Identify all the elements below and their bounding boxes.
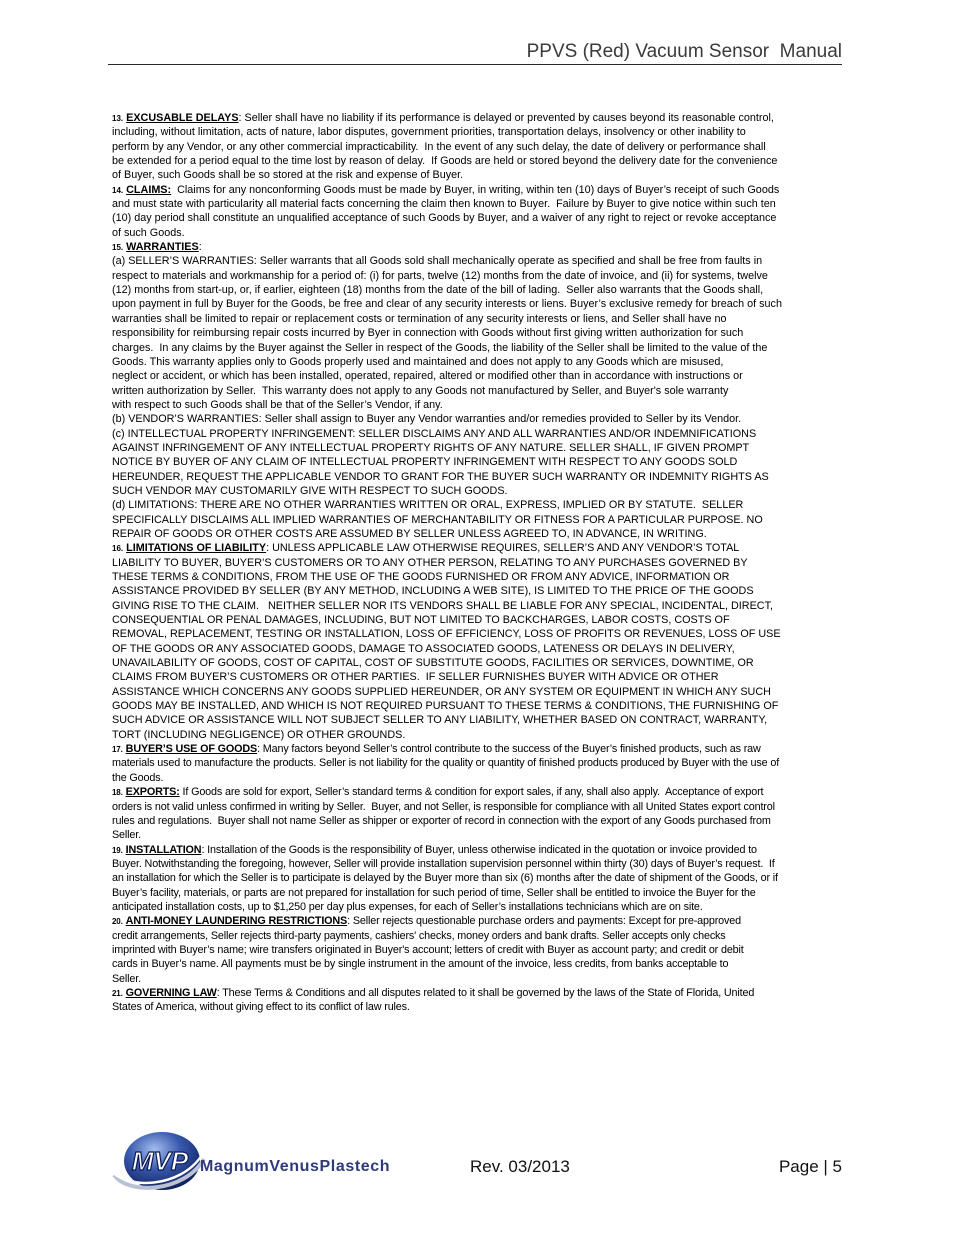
text-line: NOTICE BY BUYER OF ANY CLAIM OF INTELLECTUAL PROPERTY INFRINGEMENT WITH RESPECT TO ANY GOODS SOLD bbox=[112, 456, 738, 469]
section-first-line bbox=[112, 986, 842, 1000]
section-number: 17. bbox=[112, 745, 123, 755]
section-text: : bbox=[198, 241, 202, 254]
text-line: materials used to manufacture the products. Seller is not liability for the quality or quantity of finished products produced by Buyer with the use of bbox=[112, 757, 780, 770]
text-line: REPAIR OF GOODS OR OTHER COSTS ARE ASSUMED BY SELLER UNLESS AGREED TO, IN ADVANCE, IN WRITING. bbox=[112, 527, 707, 540]
section-15-warranties bbox=[112, 240, 842, 541]
section-number: 15. bbox=[112, 243, 124, 253]
section-number: 14. bbox=[112, 185, 124, 195]
text-line: (12) months from start-up, or, if earlier, eighteen (18) months from the date of the bill of lading. Seller also warrants that the Goods shall, bbox=[112, 284, 764, 297]
section-first-line bbox=[112, 785, 842, 799]
text-line: States of America, without giving effect to its conflict of law rules. bbox=[112, 1001, 410, 1014]
section-18-exports bbox=[112, 785, 842, 842]
section-heading: CLAIMS: bbox=[126, 183, 172, 196]
text-line: the Goods. bbox=[112, 771, 164, 784]
section-first-line bbox=[112, 183, 842, 197]
section-17-buyers-use-of-goods bbox=[112, 742, 842, 785]
text-line: credit arrangements, Seller rejects third-party payments, cashiers' checks, money orders and bank drafts. Seller accepts only checks bbox=[112, 929, 726, 942]
text-line: warranties shall be limited to repair or replacement costs or termination of any security interests or liens, and Seller shall have no bbox=[112, 312, 727, 325]
text-line: SUCH ADVICE OR ASSISTANCE WILL NOT SUBJECT SELLER TO ANY LIABILITY, WHETHER BASED ON CONTRACT, WARRANTY, bbox=[112, 714, 768, 727]
text-line: anticipated installation costs, up to $1,250 per day plus expenses, for each of Seller’s installations technicians which are on site. bbox=[112, 900, 703, 913]
text-line: Goods. This warranty applies only to Goods properly used and maintained and does not apply to any Goods which are misused, bbox=[112, 355, 724, 368]
text-line: GOODS MAY BE INSTALLED, AND WHICH IS NOT REQUIRED PURSUANT TO THESE TERMS & CONDITIONS, THE FURNISHING OF bbox=[112, 700, 779, 713]
text-line: and must state with particularity all material facts concerning the claim then known to Buyer. Failure by Buyer to give notice within such ten bbox=[112, 198, 776, 211]
text-line: Seller. bbox=[112, 972, 141, 985]
text-line: an installation for which the Seller is to participate is delayed by the Buyer more than six (6) months after the date of shipment of the Goods, or if bbox=[112, 872, 778, 885]
page-number: Page | 5 bbox=[778, 1157, 842, 1176]
section-first-line bbox=[112, 742, 842, 756]
revision-label: Rev. 03/2013 bbox=[470, 1157, 570, 1176]
header-rule bbox=[108, 64, 842, 65]
text-line: Buyer. Notwithstanding the foregoing, however, Seller will provide installation supervision personnel within thirty (30) days of Buyer’s request. If bbox=[112, 857, 775, 870]
section-heading: EXCUSABLE DELAYS bbox=[126, 112, 239, 124]
section-text: If Goods are sold for export, Seller’s standard terms & condition for export sales, if any, shall also apply. Acceptance of export bbox=[179, 786, 764, 799]
section-heading: INSTALLATION bbox=[125, 843, 202, 856]
section-heading: EXPORTS: bbox=[125, 786, 180, 799]
text-line: perform by any Vendor, or any other commercial impracticability. In the event of any such delay, the date of delivery or performance shall bbox=[112, 140, 766, 153]
section-number: 18. bbox=[112, 788, 123, 798]
section-number: 13. bbox=[112, 114, 124, 123]
section-text: : Many factors beyond Seller’s control contribute to the success of the Buyer’s finished products, such as raw bbox=[257, 743, 761, 756]
text-line: ASSISTANCE WHICH CONCERNS ANY GOODS SUPPLIED HEREUNDER, OR ANY SYSTEM OR EQUIPMENT IN WHICH ANY SUCH bbox=[112, 685, 771, 698]
text-line: Seller. bbox=[112, 829, 141, 842]
text-line: CONSEQUENTIAL OR PENAL DAMAGES, INCLUDING, BUT NOT LIMITED TO BACKCHARGES, LABOR COSTS, COSTS OF bbox=[112, 614, 730, 627]
text-line: REMOVAL, REPLACEMENT, TESTING OR INSTALLATION, LOSS OF EFFICIENCY, LOSS OF PROFITS OR REVENUES, LOSS OF USE bbox=[112, 628, 781, 641]
section-text: : UNLESS APPLICABLE LAW OTHERWISE REQUIRES, SELLER’S AND ANY VENDOR’S TOTAL bbox=[266, 542, 740, 555]
company-name: MagnumVenusPlastech bbox=[200, 1158, 391, 1175]
section-number: 16. bbox=[112, 544, 124, 554]
section-text: : Seller shall have no liability if its performance is delayed or prevented by causes beyond its reasonable control, bbox=[238, 112, 774, 124]
text-line: imprinted with Buyer’s name; wire transfers originated in Buyer's account; letters of credit with Buyer as account party; and credit or debit bbox=[112, 943, 744, 956]
section-first-line bbox=[112, 843, 842, 857]
section-first-line bbox=[112, 914, 842, 928]
section-heading: WARRANTIES bbox=[126, 241, 199, 254]
text-line: (a) SELLER’S WARRANTIES: Seller warrants that all Goods sold shall mechanically operate as specified and shall be free from faults in bbox=[112, 255, 763, 268]
text-line: rules and regulations. Buyer shall not name Seller as shipper or exporter of record in connection with the export of any Goods purchased from bbox=[112, 814, 771, 827]
section-heading: BUYER’S USE OF GOODS bbox=[125, 743, 258, 756]
section-heading: GOVERNING LAW bbox=[125, 986, 217, 999]
section-heading: LIMITATIONS OF LIABILITY bbox=[126, 542, 267, 555]
text-line: LIABILITY TO BUYER, BUYER’S CUSTOMERS OR TO ANY OTHER PERSON, RELATING TO ANY PURCHASES GOVERNED BY bbox=[112, 556, 748, 569]
text-line: TORT (INCLUDING NEGLIGENCE) OR OTHER GROUNDS. bbox=[112, 728, 406, 741]
text-line: UNAVAILABILITY OF GOODS, COST OF CAPITAL, COST OF SUBSTITUTE GOODS, FACILITIES OR SERVICES, DOWNTIME, OR bbox=[112, 657, 754, 670]
section-number: 19. bbox=[112, 845, 123, 855]
text-line: CLAIMS FROM BUYER’S CUSTOMERS OR OTHER PARTIES. IF SELLER FURNISHES BUYER WITH ADVICE OR OTHER bbox=[112, 671, 719, 684]
text-line: of such Goods. bbox=[112, 226, 185, 239]
section-text: : Installation of the Goods is the responsibility of Buyer, unless otherwise indicated in the quotation or invoice provided to bbox=[201, 843, 757, 856]
text-line: GIVING RISE TO THE CLAIM. NEITHER SELLER NOR ITS VENDORS SHALL BE LIABLE FOR ANY SPECIAL, INCIDENTAL, DIRECT, bbox=[112, 599, 773, 612]
mvp-globe-logo bbox=[110, 1128, 206, 1198]
text-line: SPECIFICALLY DISCLAIMS ALL IMPLIED WARRANTIES OF MERCHANTABILITY OR FITNESS FOR A PARTICULAR PURPOSE. NO bbox=[112, 513, 763, 526]
section-first-line bbox=[112, 240, 842, 254]
section-14-claims bbox=[112, 183, 842, 240]
terms-body bbox=[112, 111, 842, 1015]
logo-lettering: MVP bbox=[131, 1146, 189, 1176]
text-line: (10) day period shall constitute an unqualified acceptance of such Goods by Buyer, and a waiver of any right to reject or revoke acceptance bbox=[112, 212, 777, 225]
text-line: (c) INTELLECTUAL PROPERTY INFRINGEMENT: SELLER DISCLAIMS ANY AND ALL WARRANTIES AND/OR INDEMNIFICATIONS bbox=[112, 427, 757, 440]
text-line: be extended for a period equal to the time lost by reason of delay. If Goods are held or stored beyond the delivery date for the convenience bbox=[112, 155, 778, 168]
section-number: 20. bbox=[112, 917, 123, 927]
text-line: including, without limitation, acts of nature, labor disputes, government priorities, transportation delays, insolvency or other inability to bbox=[112, 126, 746, 139]
text-line: written authorization by Seller. This warranty does not apply to any Goods not manufactured by Seller, and Buyer's sole warranty bbox=[112, 384, 729, 397]
text-line: OF THE GOODS OR ANY ASSOCIATED GOODS, DAMAGE TO ASSOCIATED GOODS, LATENESS OR DELAYS IN DELIVERY, bbox=[112, 642, 735, 655]
section-text: : These Terms & Conditions and all disputes related to it shall be governed by the laws of the State of Florida, United bbox=[216, 986, 755, 999]
section-number: 21. bbox=[112, 988, 123, 998]
text-line: neglect or accident, or which has been installed, operated, repaired, altered or modified other than in accordance with instructions or bbox=[112, 370, 743, 383]
text-line: THESE TERMS & CONDITIONS, FROM THE USE OF THE GOODS FURNISHED OR FROM ANY ADVICE, INFORMATION OR bbox=[112, 571, 730, 583]
section-text: Claims for any nonconforming Goods must be made by Buyer, in writing, within ten (10) days of Buyer’s receipt of such Goods bbox=[171, 183, 780, 196]
section-20-anti-money-laundering bbox=[112, 914, 842, 986]
text-line: upon payment in full by Buyer for the Goods, be free and clear of any security interests or liens. Buyer’s exclusive remedy for breach of such bbox=[112, 298, 782, 311]
section-text: : Seller rejects questionable purchase orders and payments: Except for pre-approved bbox=[347, 915, 741, 928]
text-line: orders is not valid unless confirmed in writing by Seller. Buyer, and not Seller, is responsible for compliance with all United States export control bbox=[112, 800, 775, 813]
section-13-excusable-delays bbox=[112, 111, 842, 183]
section-first-line bbox=[112, 111, 842, 125]
section-21-governing-law bbox=[112, 986, 842, 1015]
text-line: HEREUNDER, REQUEST THE APPLICABLE VENDOR TO GRANT FOR THE BUYER SUCH WARRANTY OR INDEMNITY RIGHTS AS bbox=[112, 470, 769, 483]
text-line: responsibility for reimbursing repair costs incurred by Byer in connection with Goods without first giving written authorization for such bbox=[112, 327, 744, 340]
page-header-title: PPVS (Red) Vacuum Sensor Manual bbox=[526, 41, 842, 62]
text-line: charges. In any claims by the Buyer against the Seller in respect of the Goods, the liability of the Seller shall be limited to the value of the bbox=[112, 341, 768, 354]
text-line: with respect to such Goods shall be that of the Seller’s Vendor, if any. bbox=[112, 398, 443, 411]
text-line: of Buyer, such Goods shall be so stored at the risk and expense of Buyer. bbox=[112, 169, 464, 182]
text-line: cards in Buyer’s name. All payments must be by single instrument in the amount of the invoice, less credits, from banks acceptable to bbox=[112, 958, 729, 971]
text-line: ASSISTANCE PROVIDED BY SELLER (BY ANY METHOD, INCLUDING A WEB SITE), IS LIMITED TO THE PRICE OF THE GOODS bbox=[112, 585, 754, 598]
text-line: Buyer’s facility, materials, or parts are not prepared for installation for such period of time, Seller shall be entitled to invoice the Buyer for the bbox=[112, 886, 756, 899]
text-line: SUCH VENDOR MAY CUSTOMARILY GIVE WITH RESPECT TO SUCH GOODS. bbox=[112, 484, 508, 497]
text-line: (d) LIMITATIONS: THERE ARE NO OTHER WARRANTIES WRITTEN OR ORAL, EXPRESS, IMPLIED OR BY STATUTE. SELLER bbox=[112, 499, 744, 512]
text-line: AGAINST INFRINGEMENT OF ANY INTELLECTUAL PROPERTY RIGHTS OF ANY NATURE. SELLER SHALL, IF GIVEN PROMPT bbox=[112, 441, 750, 454]
section-19-installation bbox=[112, 843, 842, 915]
text-line: (b) VENDOR’S WARRANTIES: Seller shall assign to Buyer any Vendor warranties and/or remedies provided to Seller by its Vendor. bbox=[112, 413, 742, 426]
section-first-line bbox=[112, 541, 842, 555]
section-heading: ANTI-MONEY LAUNDERING RESTRICTIONS bbox=[125, 915, 348, 928]
section-16-limitations-of-liability bbox=[112, 541, 842, 742]
text-line: respect to materials and workmanship for a period of: (i) for parts, twelve (12) months from the date of invoice, and (ii) for systems, twelve bbox=[112, 269, 768, 282]
